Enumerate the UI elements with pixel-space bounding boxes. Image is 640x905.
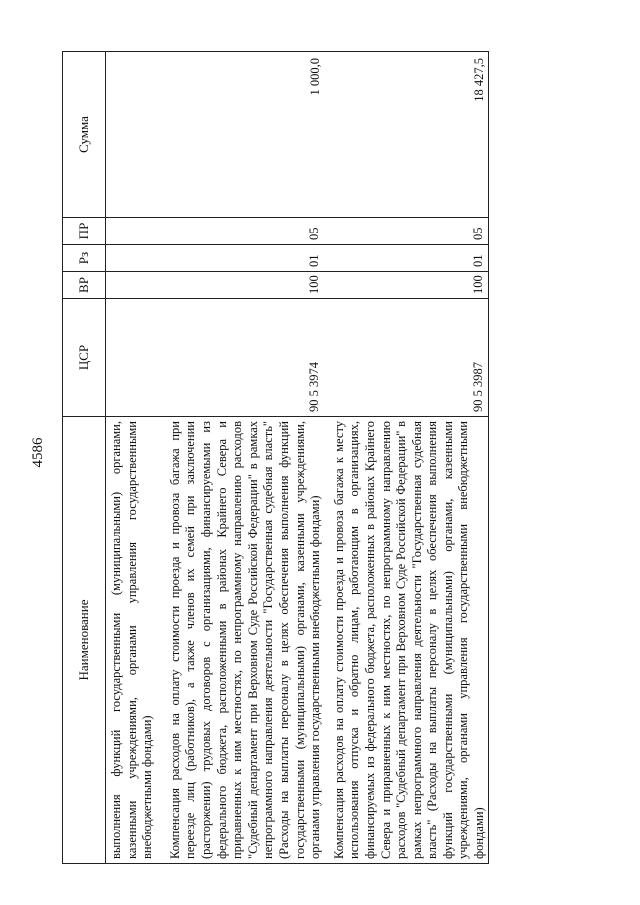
page-number: 4586 (30, 437, 46, 468)
table-row-continuation (106, 52, 160, 864)
row-csr: 90 5 3974 (160, 299, 324, 417)
row-name: Компенсация расходов на оплату стоимости проезда и провоза багажа при переезде лиц (работников), а также членов их семей при заключении (расторжении) трудовых договоров с организациями, финансируемыми из федерального бюджета, расположенными в районах Крайнего Севера и приравненных к ним местностях, по непрограммному направлению расходов "Судебный департамент при Верховном Суде Российской Федерации" в рамках непрограммного направления деятельности "Государственная судебная власть" (Расходы на выплаты персоналу в целях обеспечения выполнения функций государственными (муниципальными) органами, казенными учреждениями, органами управления государственными внебюджетными фондами) (160, 417, 324, 864)
row-pr: 05 (160, 218, 324, 245)
row-pr: 05 (324, 218, 488, 245)
header-name: Наименование (63, 417, 106, 864)
table-row (160, 52, 324, 864)
budget-table (62, 51, 489, 864)
header-sum: Сумма (63, 52, 106, 218)
header-rz: Рз (63, 245, 106, 272)
table-header-row (63, 52, 106, 864)
continuation-text: выполнения функций государственными (муниципальными) органами, казенными учреждениями, органами управления государственными внебюджетными фондами) (106, 417, 160, 864)
row-csr: 90 5 3987 (324, 299, 488, 417)
header-csr: ЦСР (63, 299, 106, 417)
row-rz: 01 (160, 245, 324, 272)
row-name: Компенсация расходов на оплату стоимости проезда и провоза багажа к месту использования отпуска и обратно лицам, работающим в организациях, финансируемых из федерального бюджета, расположенных в районах Крайнего Севера и приравненных к ним местностях, по непрограммному направлению расходов "Судебный департамент при Верховном Суде Российской Федерации" в рамках непрограммного направления деятельности "Государственная судебная власть" (Расходы на выплаты персоналу в целях обеспечения выполнения функций государственными (муниципальными) органами, казенными учреждениями, органами управления государственными внебюджетными фондами) (324, 417, 488, 864)
row-vr: 100 (160, 272, 324, 299)
row-sum: 1 000,0 (160, 52, 324, 218)
header-pr: ПР (63, 218, 106, 245)
table-row (324, 52, 488, 864)
row-vr: 100 (324, 272, 488, 299)
row-rz: 01 (324, 245, 488, 272)
header-vr: ВР (63, 272, 106, 299)
row-sum: 18 427,5 (324, 52, 488, 218)
